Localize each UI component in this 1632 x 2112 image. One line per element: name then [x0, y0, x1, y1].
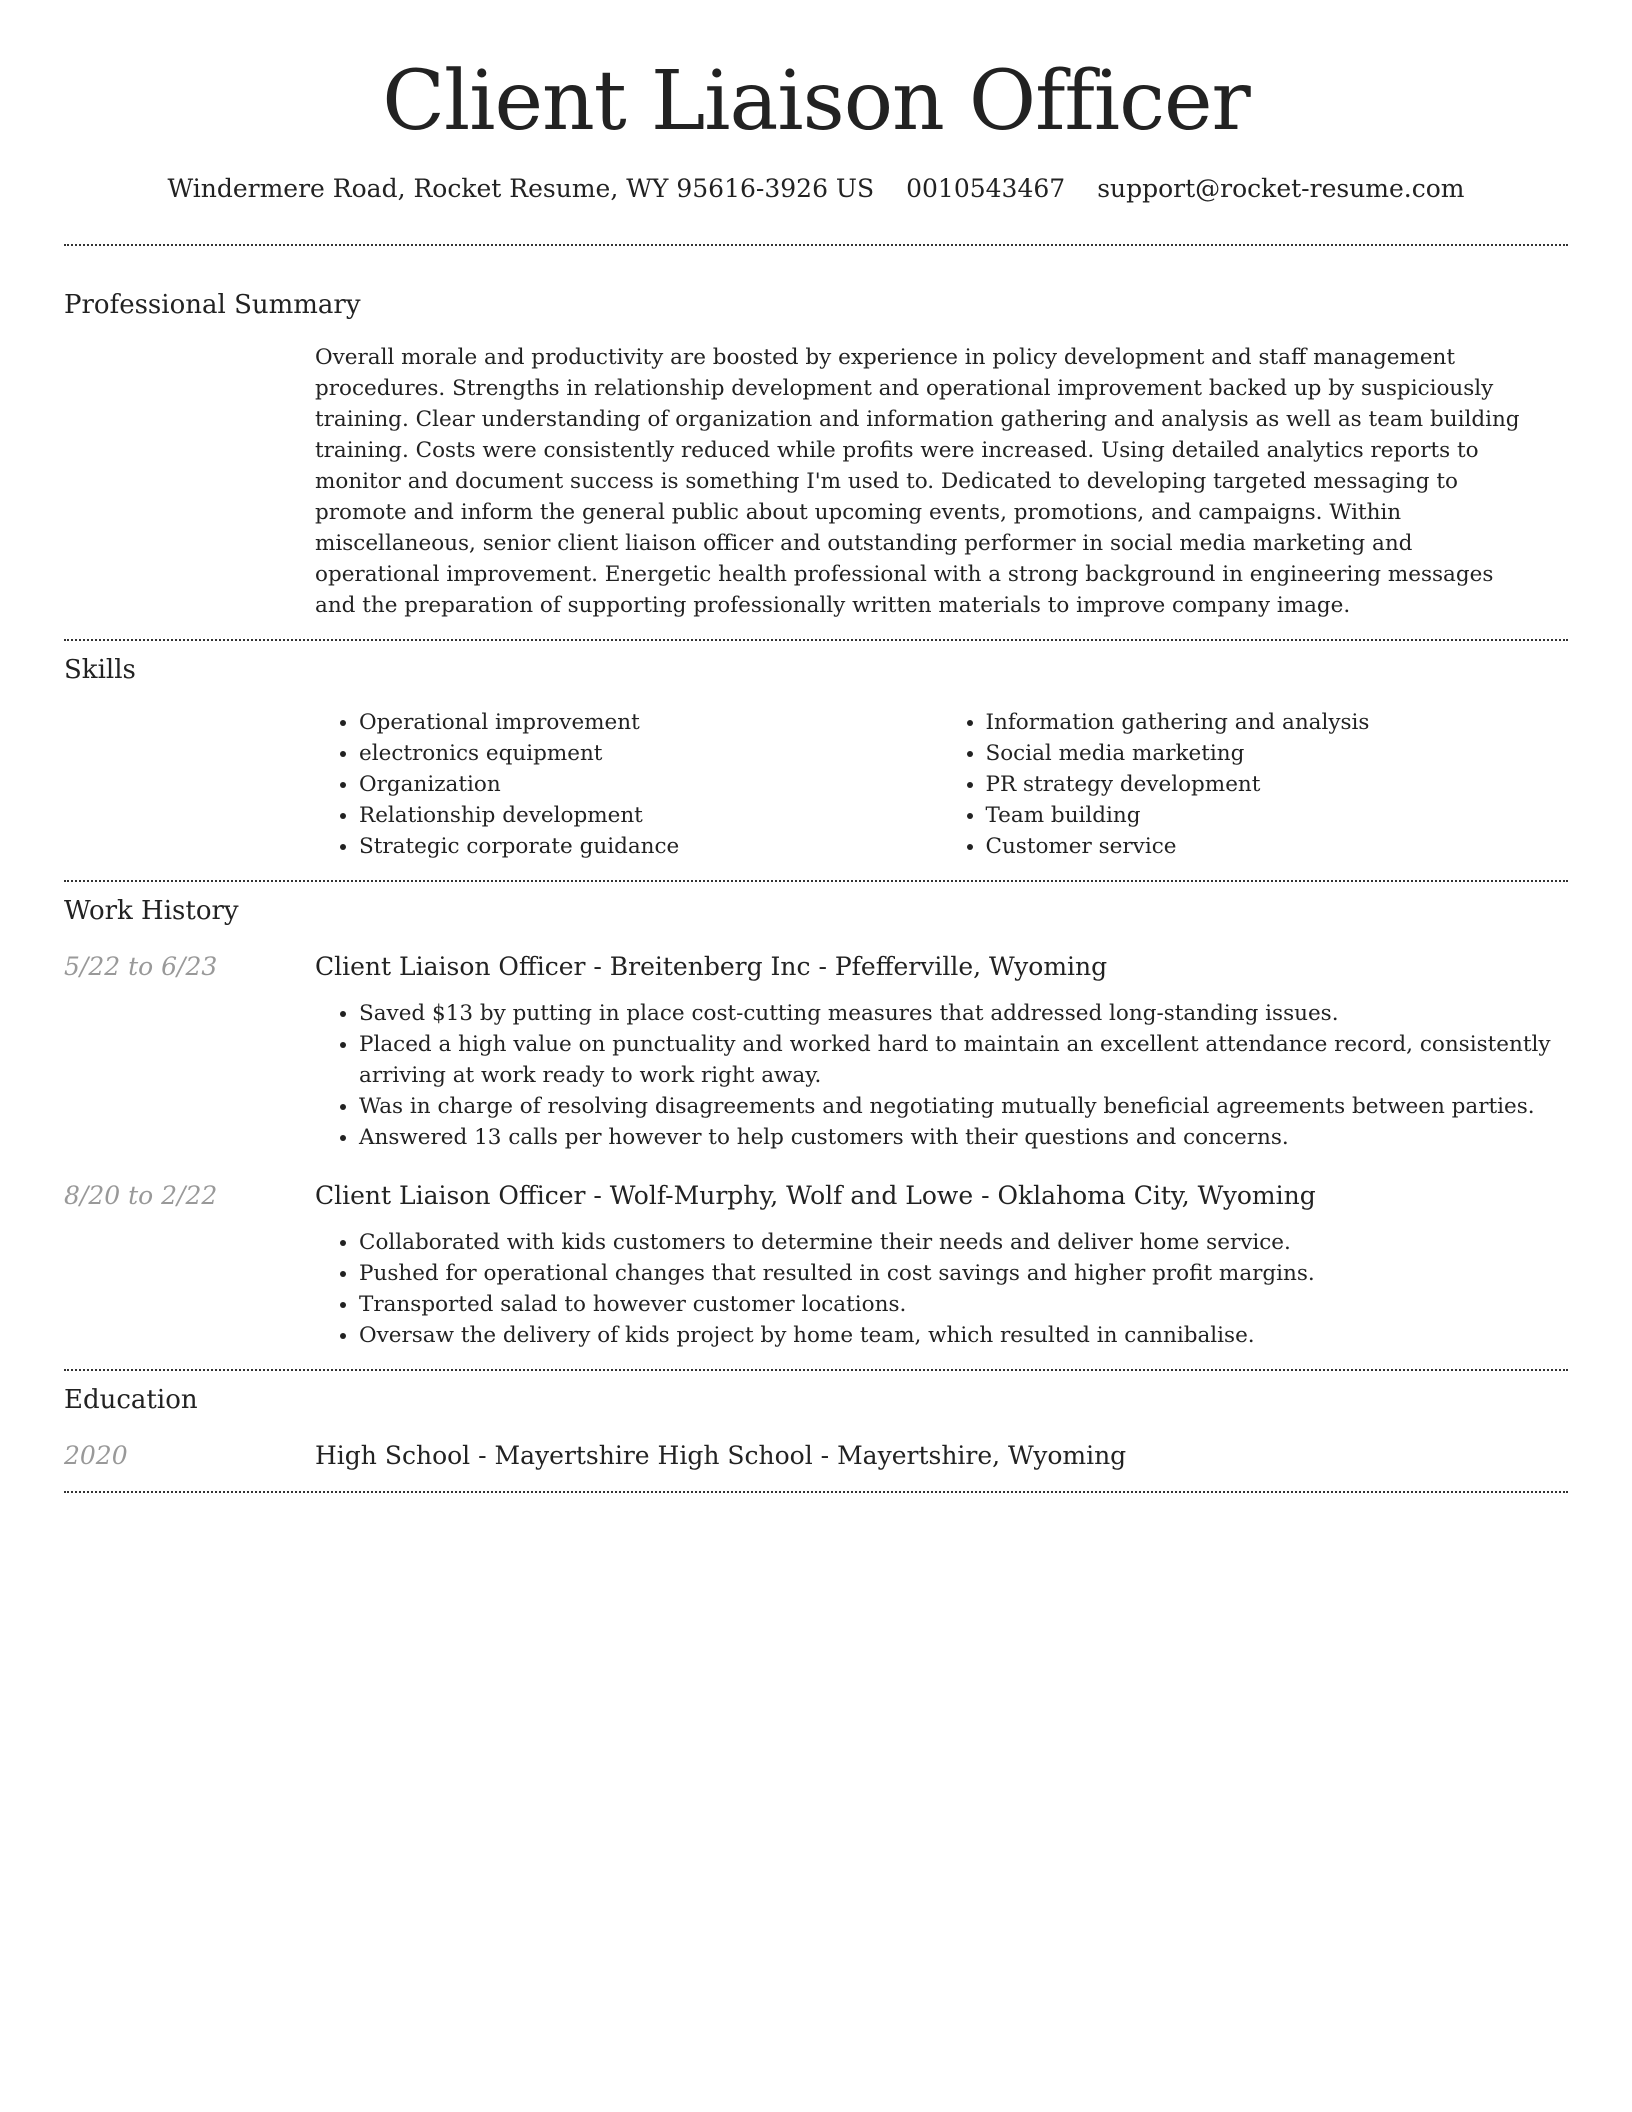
- job-bullet: • Answered 13 calls per however to help customers with their questions and concerns.: [359, 1122, 1568, 1153]
- summary-title: Professional Summary: [64, 290, 361, 320]
- contact-info: [64, 172, 1568, 206]
- job-bullets: [315, 998, 1568, 1153]
- work-title: Work History: [64, 896, 239, 926]
- education-entry: [64, 1439, 1568, 1473]
- job-bullet: • Transported salad to however customer locations.: [359, 1289, 1568, 1320]
- education-heading: High School - Mayertshire High School - Mayertshire, Wyoming: [315, 1441, 1127, 1470]
- skills-section: [64, 641, 1568, 862]
- job-bullet: • Placed a high value on punctuality and worked hard to maintain an excellent attendance record, consistently arriving at work ready to work right away.: [359, 1029, 1568, 1091]
- job-bullet: • Oversaw the delivery of kids project by home team, which resulted in cannibalise.: [359, 1320, 1568, 1351]
- contact-phone: 0010543467: [906, 174, 1066, 203]
- education-title: Education: [64, 1385, 198, 1415]
- job-bullet: • Pushed for operational changes that resulted in cost savings and higher profit margins.: [359, 1258, 1568, 1289]
- job-bullet: • Collaborated with kids customers to determine their needs and deliver home service.: [359, 1227, 1568, 1258]
- job-bullet: • Was in charge of resolving disagreements and negotiating mutually beneficial agreements between parties.: [359, 1091, 1568, 1122]
- skill-item: • Operational improvement: [359, 707, 942, 738]
- job-bullet: • Saved $13 by putting in place cost-cutting measures that addressed long-standing issues.: [359, 998, 1568, 1029]
- contact-address: Windermere Road, Rocket Resume, WY 95616-3926 US: [167, 174, 875, 203]
- skill-item: • Strategic corporate guidance: [359, 831, 942, 862]
- skill-item: • Relationship development: [359, 800, 942, 831]
- work-section: [64, 882, 1568, 1351]
- education-divider: [64, 1491, 1568, 1493]
- contact-email: support@rocket-resume.com: [1097, 174, 1465, 203]
- education-year: 2020: [64, 1441, 128, 1470]
- skill-item: • Organization: [359, 769, 942, 800]
- skill-item: • Social media marketing: [986, 738, 1569, 769]
- resume-name: Client Liaison Officer: [382, 54, 1250, 149]
- education-section: [64, 1371, 1568, 1473]
- skills-title: Skills: [64, 655, 136, 685]
- job-bullets: [315, 1227, 1568, 1351]
- job-dates: 5/22 to 6/23: [64, 952, 218, 981]
- job-dates: 8/20 to 2/22: [64, 1181, 218, 1210]
- summary-text: Overall morale and productivity are boosted by experience in policy development and staff management procedures. Strengths in relationship development and operational improvement backed up by suspiciously training. Clear understanding of organization and information gathering and analysis as well as team building training. Costs were consistently reduced while profits were increased. Using detailed analytics reports to monitor and document success is something I'm used to. Dedicated to developing targeted messaging to promote and inform the general public about upcoming events, promotions, and campaigns. Within miscellaneous, senior client liaison officer and outstanding performer in social media marketing and operational improvement. Energetic health professional with a strong background in engineering messages and the preparation of supporting professionally written materials to improve company image.: [315, 345, 1520, 618]
- skill-item: • Information gathering and analysis: [986, 707, 1569, 738]
- skill-item: • Team building: [986, 800, 1569, 831]
- job-entry: [64, 1179, 1568, 1351]
- job-heading: Client Liaison Officer - Breitenberg Inc - Pfefferville, Wyoming: [315, 952, 1108, 981]
- job-heading: Client Liaison Officer - Wolf-Murphy, Wolf and Lowe - Oklahoma City, Wyoming: [315, 1181, 1316, 1210]
- job-entry: [64, 950, 1568, 1153]
- skill-item: • electronics equipment: [359, 738, 942, 769]
- summary-section: [64, 246, 1568, 621]
- skill-item: • PR strategy development: [986, 769, 1569, 800]
- skill-item: • Customer service: [986, 831, 1569, 862]
- skills-list-right: [942, 707, 1569, 862]
- skills-list-left: [315, 707, 942, 862]
